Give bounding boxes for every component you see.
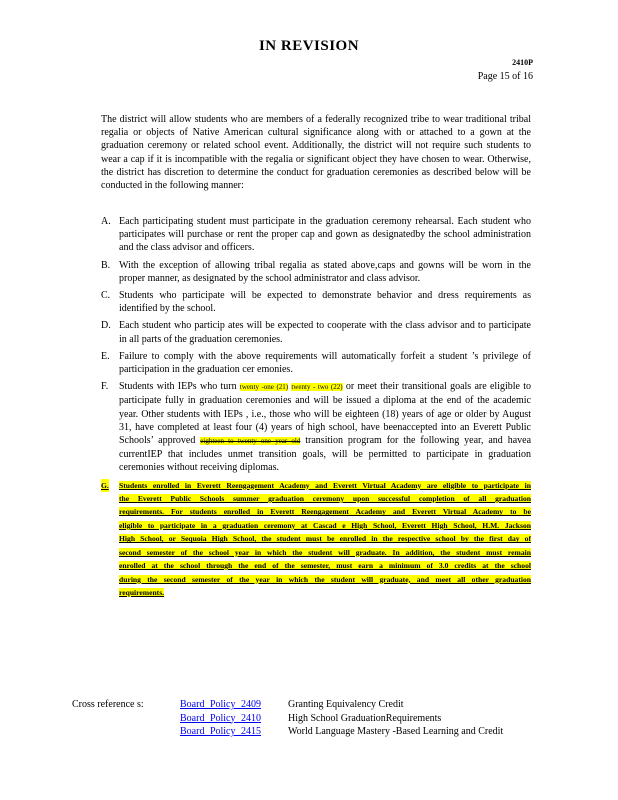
policy-link-2415[interactable]: Board Policy 2415 bbox=[180, 726, 261, 737]
list-item-c bbox=[101, 289, 531, 315]
policy-description: High School GraduationRequirements bbox=[288, 712, 442, 724]
cross-reference-row bbox=[180, 725, 540, 739]
list-item-f bbox=[101, 380, 531, 474]
list-item-g bbox=[101, 479, 531, 600]
procedure-list bbox=[101, 215, 531, 599]
highlighted-insertion: twenty -one (21) bbox=[239, 383, 289, 392]
item-letter: F. bbox=[101, 381, 109, 393]
item-letter: E. bbox=[101, 350, 110, 362]
page-title: IN REVISION bbox=[258, 38, 360, 54]
page-number: Page 15 of 16 bbox=[477, 71, 533, 82]
item-text: Each participating student must participate in the graduation ceremony rehearsal. Each student who participates will purchase or rent the proper cap and gown as designatedby the school administration and the class advisor and officers. bbox=[119, 216, 531, 254]
item-text: Failure to comply with the above requirements will automatically forfeit a student ’s privilege of participation in the graduation cer emonies. bbox=[119, 350, 531, 376]
item-text: Students with IEPs who turn bbox=[119, 381, 237, 393]
highlighted-insertion: Students enrolled in Everett Reengagement Academy and Everett Virtual Academy are eligible to participate in the Everett Public Schools summer graduation ceremony upon successful completion of all graduation requirements. For students enrolled in Everett Reengagement Academy and Everett Virtual Academy to be eligible to participate in a graduation ceremony at Cascad e High School, Everett High School, H.M. Jackson High School, or Sequoia High School, the student must be enrolled in the respective school by the first day of second semester of the school year in which the student will graduate. In addition, the student must remain enrolled at the school through the end of the semester, must earn a minimum of 3.0 credits at the school during the second semester of the year in which the student will graduate, and meet all other graduation requirements. bbox=[119, 480, 531, 597]
list-item-b bbox=[101, 259, 531, 285]
item-letter: A. bbox=[101, 216, 111, 227]
policy-description: World Language Mastery -Based Learning and Credit bbox=[288, 726, 504, 737]
list-item-e bbox=[101, 350, 531, 376]
policy-link-2409[interactable]: Board Policy 2409 bbox=[180, 699, 261, 710]
document-number: 2410P bbox=[512, 58, 533, 67]
highlighted-insertion: twenty - two (22) bbox=[291, 383, 343, 392]
policy-description: Granting Equivalency Credit bbox=[288, 699, 404, 710]
cross-reference-row bbox=[180, 698, 540, 712]
item-text: or meet their transitional goals are eligible to participate fully in graduation ceremonies and will be issued a diploma at the end of the academic year. Other students with IEPs , i.e., those who will be eighteen (18) years of age or older by August 31, have completed at least four (4) years of high school, have beenaccepted into an Everett Public Schools’ approved bbox=[119, 381, 532, 447]
item-text: With the exception of allowing tribal regalia as stated above,caps and gowns will be worn in the proper manner, as designated by the school administrator and class advisor. bbox=[119, 259, 531, 284]
item-text: Students who participate will be expected to demonstrate behavior and dress requirements as identified by the school. bbox=[119, 290, 531, 315]
policy-link-2410[interactable]: Board Policy 2410 bbox=[180, 712, 261, 724]
list-item-d bbox=[101, 319, 531, 345]
item-text: transition program for the following year, and havea currentIEP that includes unmet transition goals, will be permitted to participate in graduation ceremonies without receiving diplomas. bbox=[119, 435, 532, 474]
list-item-a bbox=[101, 215, 531, 255]
struck-text: eighteen to twenty one year old bbox=[200, 437, 301, 446]
item-letter: C. bbox=[101, 290, 111, 302]
cross-reference-row bbox=[180, 712, 540, 726]
item-letter: G. bbox=[101, 479, 109, 492]
cross-reference-label: Cross reference s: bbox=[72, 699, 144, 710]
item-text: Each student who particip ates will be expected to cooperate with the class advisor and to participate in all parts of the graduation ceremonies. bbox=[119, 320, 531, 345]
item-letter: D. bbox=[101, 320, 111, 332]
intro-paragraph: The district will allow students who are members of a federally recognized tribe to wear traditional tribal regalia or objects of Native American cultural significance along with or attached to a gown at the graduation ceremony or related school event. Additionally, the district will not require such students to wear a cap if it is incompatible with the regalia or significant object they have chosen to wear. Otherwise, the district has discretion to determine the conduct for graduation ceremonies as described below will be conducted in the following manner: bbox=[101, 114, 531, 192]
item-letter: B. bbox=[101, 259, 111, 271]
